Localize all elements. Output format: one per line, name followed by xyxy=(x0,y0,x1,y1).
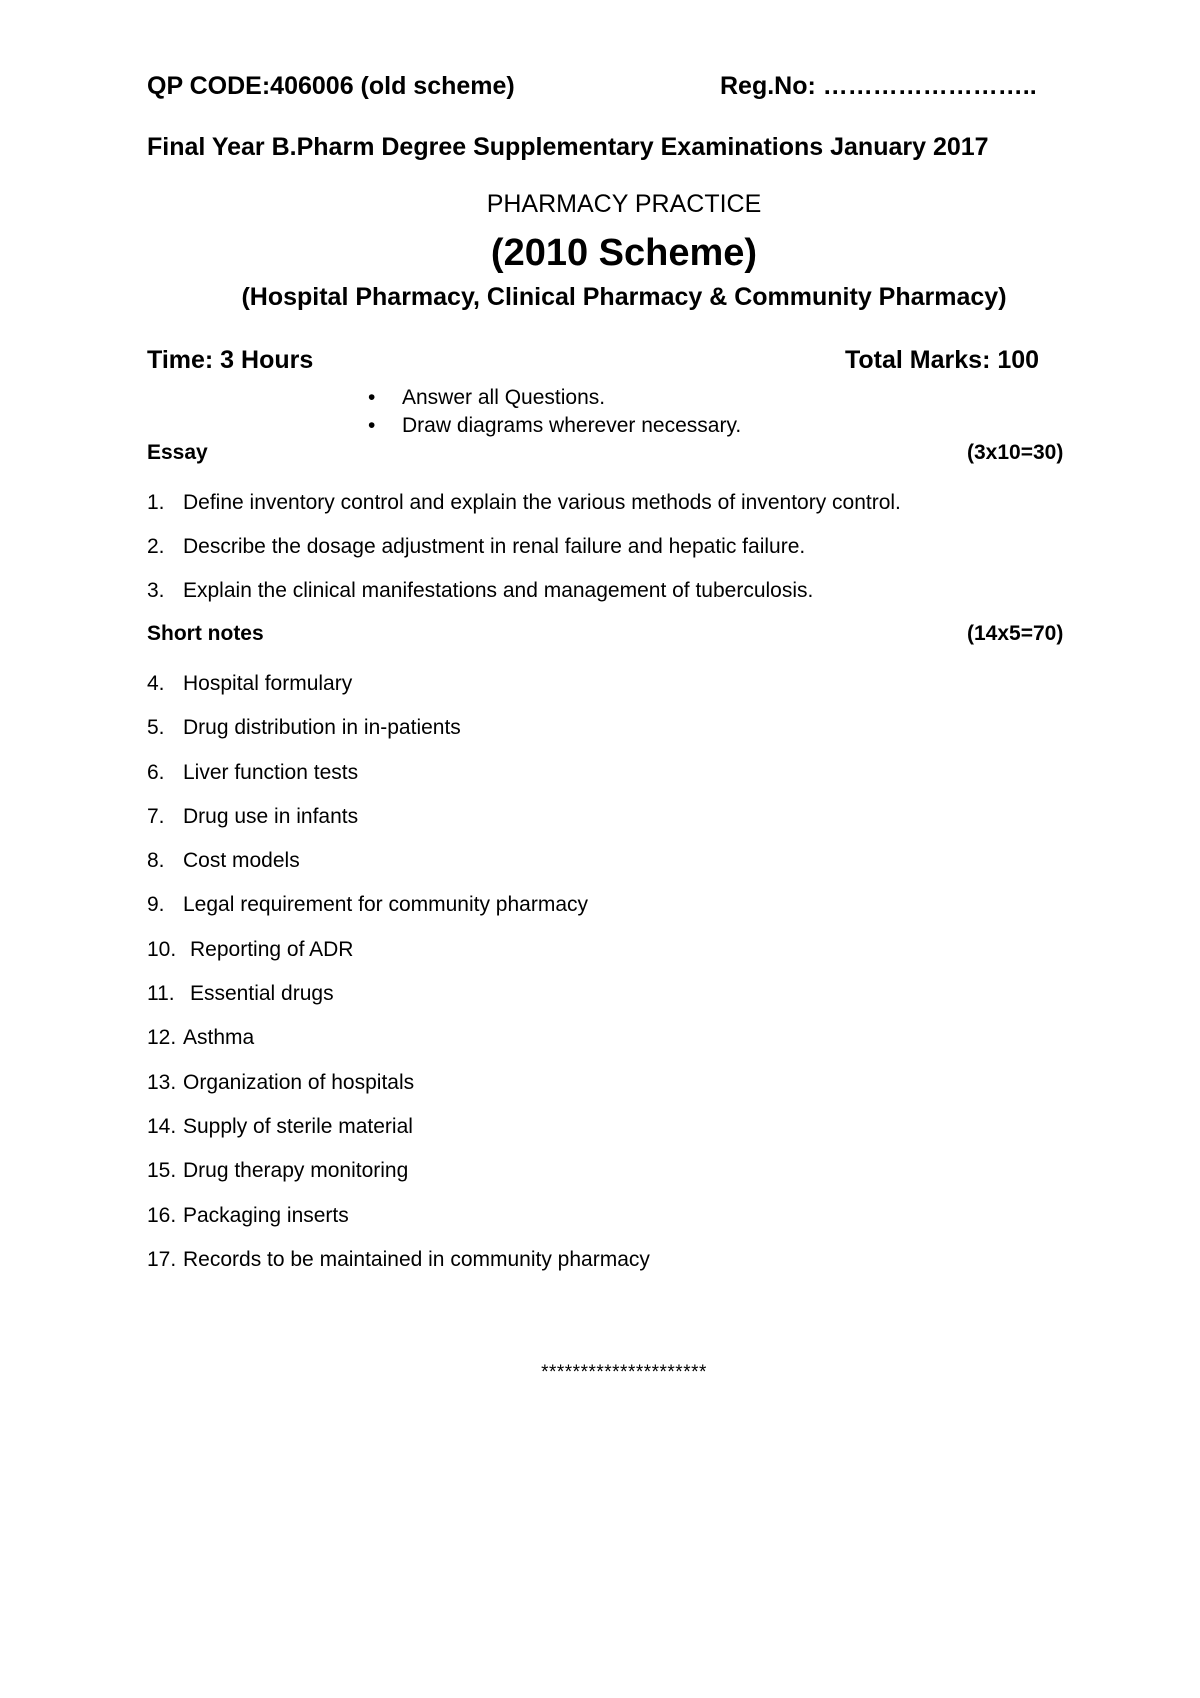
instruction-text: Draw diagrams wherever necessary. xyxy=(402,414,742,437)
question-item xyxy=(147,1202,650,1246)
question-text: Asthma xyxy=(183,1026,255,1050)
question-number: 11. xyxy=(147,982,175,1006)
question-item xyxy=(147,847,650,891)
question-item xyxy=(147,1024,650,1068)
question-text: Describe the dosage adjustment in renal failure and hepatic failure. xyxy=(183,535,806,558)
question-item xyxy=(147,759,650,803)
exam-time: Time: 3 Hours xyxy=(147,346,314,374)
question-item xyxy=(147,936,650,980)
bullet-icon: • xyxy=(368,386,376,409)
question-number: 3. xyxy=(147,579,165,602)
question-text: Liver function tests xyxy=(183,760,359,784)
question-item xyxy=(147,1157,650,1201)
essay-marks: (3x10=30) xyxy=(967,441,1064,464)
instruction-item xyxy=(368,412,741,440)
question-text: Hospital formulary xyxy=(183,672,353,695)
question-number: 8. xyxy=(147,849,165,873)
subject-title: PHARMACY PRACTICE xyxy=(486,190,762,218)
essay-heading: Essay xyxy=(147,441,208,464)
question-text: Legal requirement for community pharmacy xyxy=(183,893,589,917)
question-number: 7. xyxy=(147,804,165,828)
question-text: Explain the clinical manifestations and management of tuberculosis. xyxy=(183,579,814,602)
total-marks: Total Marks: 100 xyxy=(845,346,1040,374)
reg-no: Reg.No: …………………….. xyxy=(720,72,1037,100)
question-number: 10. xyxy=(147,937,177,961)
question-item xyxy=(147,714,650,758)
short-notes-list xyxy=(147,670,650,1290)
question-number: 17. xyxy=(147,1247,177,1271)
question-number: 4. xyxy=(147,672,165,695)
question-text: Packaging inserts xyxy=(183,1203,349,1227)
question-text: Cost models xyxy=(183,849,300,873)
question-item xyxy=(147,1069,650,1113)
question-item xyxy=(147,533,901,577)
question-text: Drug therapy monitoring xyxy=(183,1159,409,1183)
question-number: 15. xyxy=(147,1159,177,1183)
exam-title: Final Year B.Pharm Degree Supplementary Examinations January 2017 xyxy=(147,133,989,161)
question-number: 2. xyxy=(147,535,165,558)
question-number: 9. xyxy=(147,893,165,917)
question-number: 13. xyxy=(147,1070,177,1094)
essay-question-list xyxy=(147,489,901,621)
question-text: Essential drugs xyxy=(190,982,334,1006)
question-item xyxy=(147,803,650,847)
instruction-text: Answer all Questions. xyxy=(402,386,606,409)
question-number: 14. xyxy=(147,1114,177,1138)
question-item xyxy=(147,577,901,621)
question-item xyxy=(147,670,650,714)
question-item xyxy=(147,891,650,935)
question-text: Records to be maintained in community pharmacy xyxy=(183,1247,650,1271)
instruction-item xyxy=(368,384,741,412)
question-item xyxy=(147,980,650,1024)
end-of-paper-marker: ********************* xyxy=(541,1362,707,1383)
question-number: 12. xyxy=(147,1026,177,1050)
question-number: 5. xyxy=(147,716,165,740)
question-text: Drug use in infants xyxy=(183,804,359,828)
bullet-icon: • xyxy=(368,414,376,437)
question-text: Organization of hospitals xyxy=(183,1070,415,1094)
short-notes-heading: Short notes xyxy=(147,622,264,645)
subject-subtitle: (Hospital Pharmacy, Clinical Pharmacy & Community Pharmacy) xyxy=(241,283,1007,311)
short-notes-marks: (14x5=70) xyxy=(967,622,1064,645)
question-item xyxy=(147,1113,650,1157)
question-number: 16. xyxy=(147,1203,177,1227)
question-text: Define inventory control and explain the various methods of inventory control. xyxy=(183,491,901,514)
scheme-title: (2010 Scheme) xyxy=(490,232,758,274)
question-text: Reporting of ADR xyxy=(190,937,354,961)
question-number: 6. xyxy=(147,760,165,784)
question-item xyxy=(147,1246,650,1290)
question-text: Supply of sterile material xyxy=(183,1114,413,1138)
question-text: Drug distribution in in-patients xyxy=(183,716,461,740)
question-item xyxy=(147,489,901,533)
instructions-list xyxy=(368,384,741,440)
qp-code: QP CODE:406006 (old scheme) xyxy=(147,72,515,100)
question-number: 1. xyxy=(147,491,165,514)
